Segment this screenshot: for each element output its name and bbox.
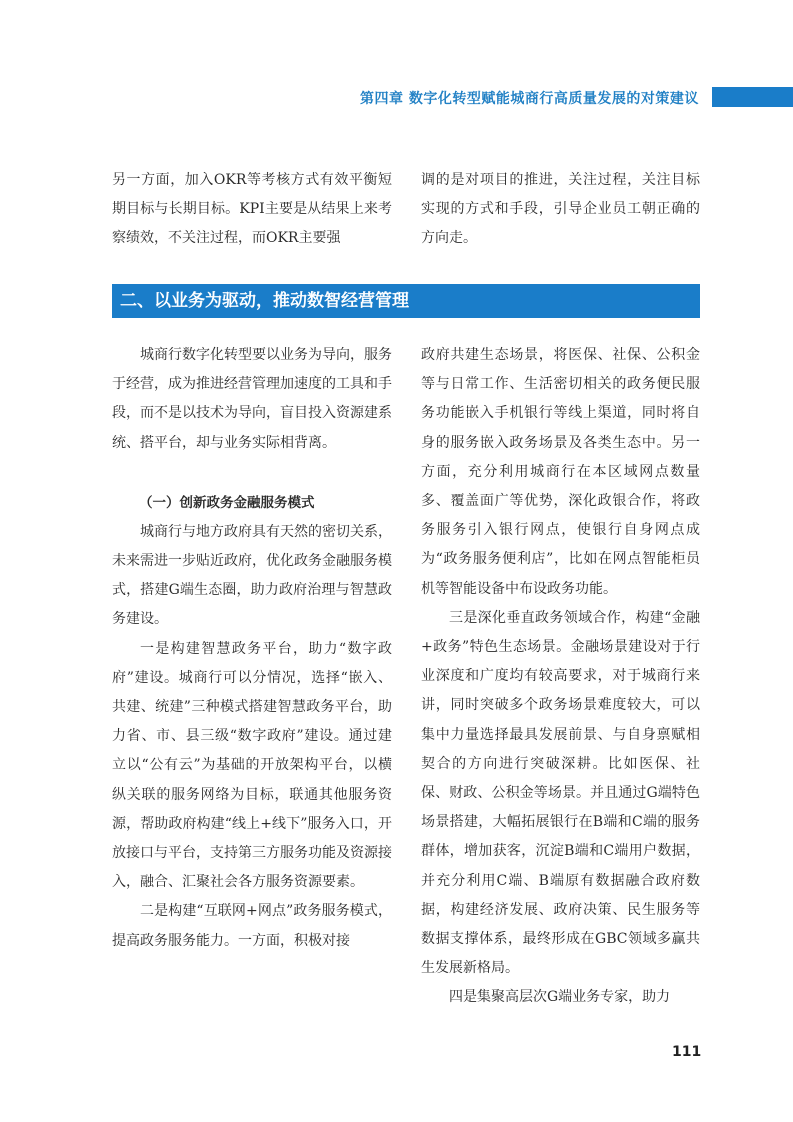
left-paragraph-2: 城商行与地方政府具有天然的密切关系，未来需进一步贴近政府，优化政务金融服务模式，搭建G端生态圈，助力政府治理与智慧政务建设。	[112, 523, 392, 628]
right-paragraph-2: 三是深化垂直政务领域合作，构建“金融+政务”特色生态场景。金融场景建设对于行业深度和广度均有较高要求，对于城商行来讲，同时突破多个政务场景难度较大，可以集中力量选择最具发展前景、与自身禀赋相契合的方向进行突破深耕。比如医保、社保、财政、公积金等场景。并且通过G端特色场景搭建，大幅拓展银行在B端和C端的服务群体，增加获客，沉淀B端和C端用户数据，并充分利用C端、B端原有数据融合政府数据，构建经济发展、政府决策、民生服务等数据支撑体系，最终形成在GBC领域多赢共生发展新格局。	[421, 609, 700, 977]
right-column	[421, 341, 700, 1013]
left-column	[112, 341, 392, 956]
page-number: 111	[672, 1044, 702, 1060]
top-left-paragraph: 另一方面，加入OKR等考核方式有效平衡短期目标与长期目标。KPI主要是从结果上来考察绩效，不关注过程，而OKR主要强	[112, 172, 392, 247]
right-paragraph-3: 四是集聚高层次G端业务专家，助力	[449, 989, 671, 1006]
section-heading: 二、以业务为驱动，推动数智经营管理	[112, 284, 700, 318]
left-paragraph-1: 城商行数字化转型要以业务为导向，服务于经营，成为推进经营管理加速度的工具和手段，而不是以技术为导向，盲目投入资源建系统、搭平台，却与业务实际相背离。	[112, 347, 392, 451]
right-paragraph-1: 政府共建生态场景，将医保、社保、公积金等与日常工作、生活密切相关的政务便民服务功能嵌入手机银行等线上渠道，同时将自身的服务嵌入政务场景及各类生态中。另一方面，充分利用城商行在本区域网点数量多、覆盖面广等优势，深化政银合作，将政务服务引入银行网点，使银行自身网点成为“政务服务便利店”，比如在网点智能柜员机等智能设备中布设政务功能。	[421, 347, 700, 597]
top-left-column	[112, 166, 392, 254]
header-accent-bar	[712, 87, 793, 107]
chapter-title: 第四章 数字化转型赋能城商行高质量发展的对策建议	[360, 91, 699, 107]
top-right-paragraph: 调的是对项目的推进，关注过程，关注目标实现的方式和手段，引导企业员工朝正确的方向走。	[421, 172, 700, 247]
subsection-heading: （一）创新政务金融服务模式	[139, 494, 315, 511]
left-paragraph-3: 一是构建智慧政务平台，助力“数字政府”建设。城商行可以分情况，选择“嵌入、共建、统建”三种模式搭建智慧政务平台，助力省、市、县三级“数字政府”建设。通过建立以“公有云”为基础的开放架构平台，以横纵关联的服务网络为目标，联通其他服务资源，帮助政府构建“线上+线下”服务入口，开放接口与平台，支持第三方服务功能及资源接入，融合、汇聚社会各方服务资源要素。	[112, 640, 392, 891]
left-paragraph-4: 二是构建“互联网+网点”政务服务模式，提高政务服务能力。一方面，积极对接	[112, 903, 392, 949]
top-right-column	[421, 166, 700, 254]
